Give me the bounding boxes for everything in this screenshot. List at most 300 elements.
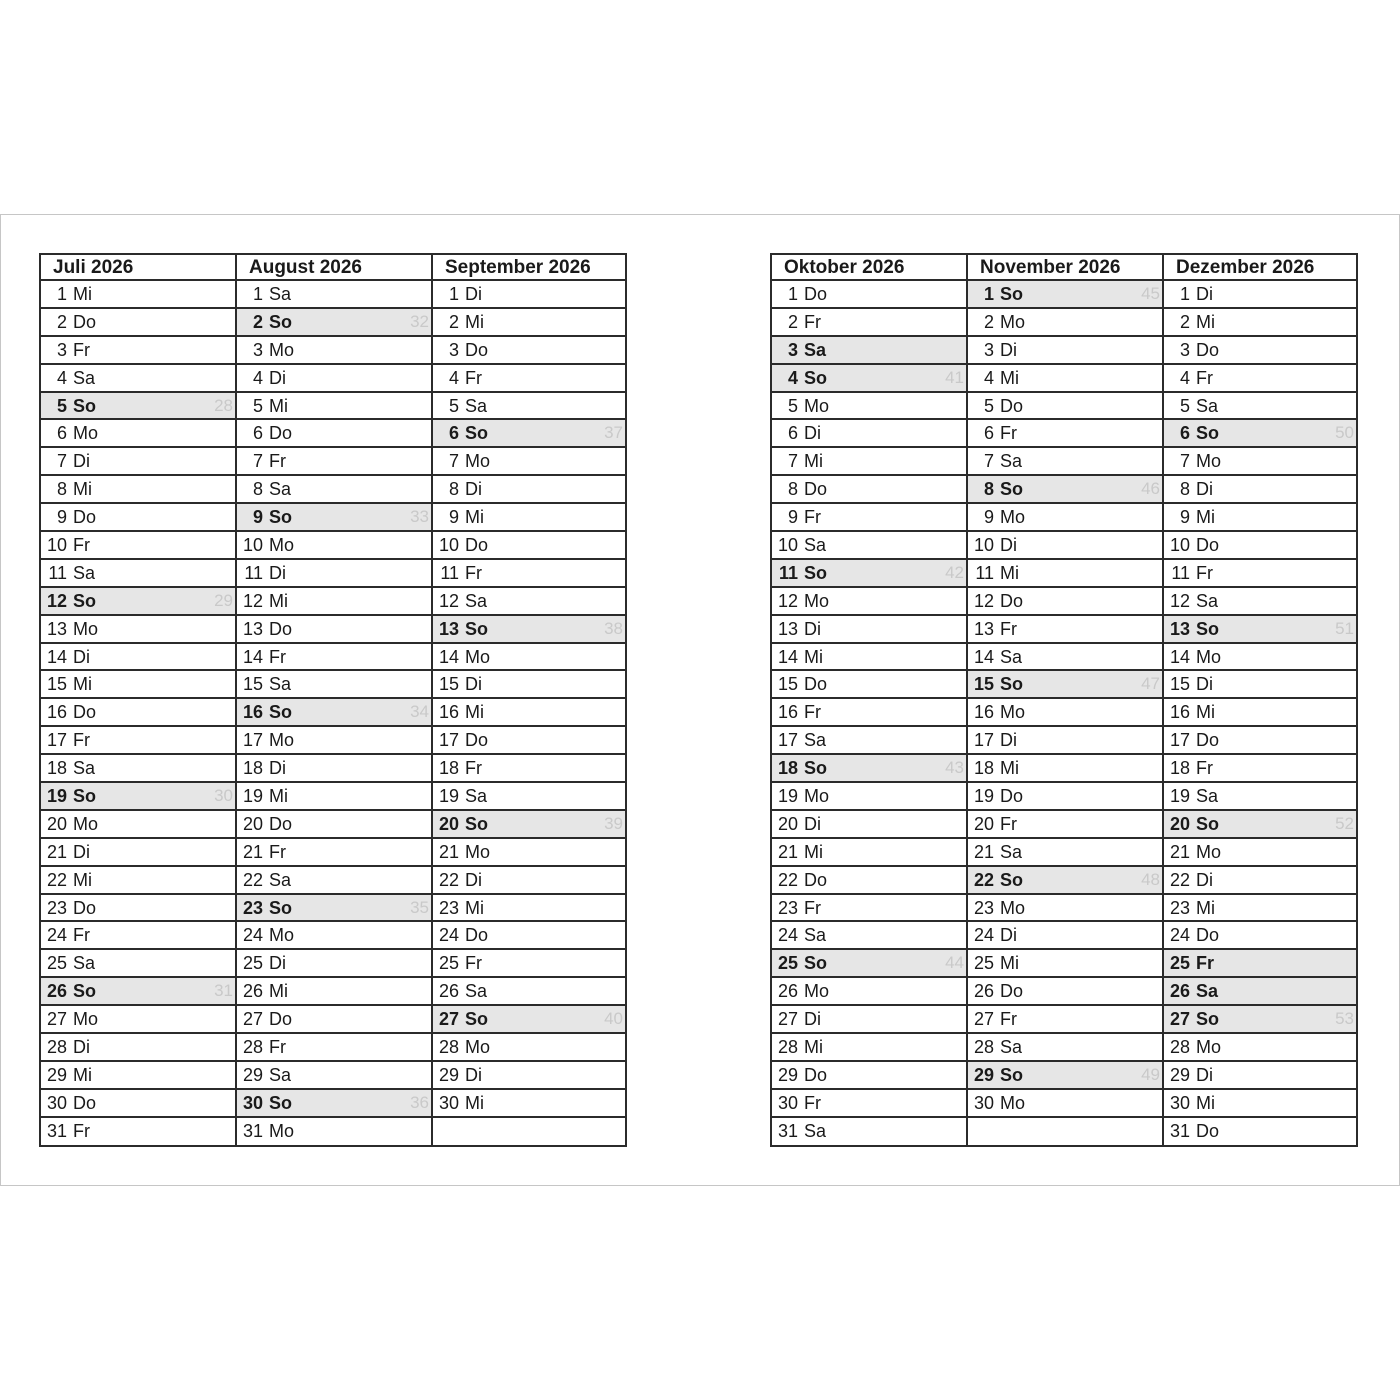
- day-number: 29: [777, 1064, 798, 1085]
- weekday-abbrev: So: [1196, 813, 1220, 834]
- day-row: [1164, 671, 1356, 699]
- day-number: 11: [1171, 562, 1190, 583]
- day-number: 6: [448, 423, 459, 444]
- day-number: 1: [448, 284, 459, 304]
- day-row: [41, 1006, 235, 1034]
- weekday-abbrev: Fr: [804, 311, 821, 332]
- weekday-abbrev: Fr: [804, 507, 821, 528]
- weekday-abbrev: Di: [1196, 479, 1213, 500]
- weekday-abbrev: Sa: [73, 953, 96, 974]
- day-row: [1164, 393, 1356, 421]
- day-number: 12: [438, 590, 459, 611]
- weekday-abbrev: Mo: [269, 339, 295, 360]
- weekday-abbrev: Di: [465, 1064, 482, 1085]
- day-row: [968, 448, 1162, 476]
- weekday-abbrev: Mo: [465, 841, 491, 862]
- weekday-abbrev: Mi: [1196, 897, 1215, 918]
- weekday-abbrev: Mi: [465, 897, 484, 918]
- weekday-abbrev: Mi: [804, 841, 823, 862]
- weekday-abbrev: Do: [269, 1009, 293, 1030]
- weekday-abbrev: Mo: [269, 535, 295, 556]
- day-list: [431, 281, 627, 1147]
- day-number: 20: [242, 813, 263, 834]
- day-number: 22: [973, 869, 994, 890]
- weekday-abbrev: So: [465, 618, 489, 639]
- month-column-november: [966, 253, 1162, 1147]
- day-row: [433, 309, 625, 337]
- day-number: 4: [448, 367, 459, 388]
- day-number: 22: [46, 869, 67, 890]
- weekday-abbrev: Do: [73, 311, 97, 332]
- weekday-abbrev: Di: [73, 841, 90, 862]
- day-row: [237, 476, 431, 504]
- day-row: [41, 950, 235, 978]
- day-row: [1164, 783, 1356, 811]
- day-row: [433, 616, 625, 644]
- weekday-abbrev: Do: [73, 897, 97, 918]
- day-row: [1164, 420, 1356, 448]
- day-row: [968, 420, 1162, 448]
- weekday-abbrev: Di: [465, 674, 482, 695]
- weekday-abbrev: Mi: [73, 479, 92, 500]
- day-row: [41, 922, 235, 950]
- day-row: [237, 420, 431, 448]
- weekday-abbrev: Fr: [1196, 562, 1213, 583]
- day-number: 9: [252, 507, 263, 528]
- day-row: [237, 448, 431, 476]
- weekday-abbrev: Do: [804, 869, 828, 890]
- day-number: 29: [1169, 1064, 1190, 1085]
- day-number: 26: [973, 981, 994, 1002]
- day-row: [968, 755, 1162, 783]
- day-number: 21: [1169, 841, 1190, 862]
- day-row: [772, 337, 966, 365]
- day-number: 10: [777, 535, 798, 556]
- weekday-abbrev: Fr: [465, 367, 482, 388]
- day-number: 5: [787, 395, 798, 416]
- day-row: [237, 895, 431, 923]
- day-row: [772, 950, 966, 978]
- day-row: [1164, 867, 1356, 895]
- day-row: [968, 922, 1162, 950]
- day-number: 8: [1179, 479, 1190, 500]
- day-row: [433, 783, 625, 811]
- weekday-abbrev: So: [269, 897, 293, 918]
- weekday-abbrev: Sa: [269, 284, 292, 304]
- day-list: [966, 281, 1162, 1147]
- day-number: 9: [56, 507, 67, 528]
- weekday-abbrev: Fr: [73, 535, 90, 556]
- weekday-abbrev: Mo: [1196, 841, 1222, 862]
- day-row: [968, 1090, 1162, 1118]
- weekday-abbrev: Mo: [804, 395, 830, 416]
- day-number: 2: [1179, 311, 1190, 332]
- day-number: 9: [448, 507, 459, 528]
- weekday-abbrev: Mi: [465, 507, 484, 528]
- day-number: 7: [1179, 451, 1190, 472]
- day-row: [41, 1034, 235, 1062]
- weekday-abbrev: Mo: [269, 925, 295, 946]
- day-number: 14: [777, 646, 798, 667]
- day-number: 2: [787, 311, 798, 332]
- weekday-abbrev: Sa: [804, 339, 827, 360]
- day-number: 5: [252, 395, 263, 416]
- day-row: [237, 783, 431, 811]
- weekday-abbrev: Fr: [804, 702, 821, 723]
- day-number: 21: [438, 841, 459, 862]
- day-number: 19: [973, 786, 994, 807]
- weekday-abbrev: Mo: [465, 451, 491, 472]
- day-row: [1164, 448, 1356, 476]
- day-row: [968, 644, 1162, 672]
- day-number: 24: [973, 925, 994, 946]
- weekday-abbrev: Do: [1196, 535, 1220, 556]
- week-number: 29: [214, 590, 233, 610]
- day-number: 25: [1169, 953, 1190, 974]
- day-row: [237, 1090, 431, 1118]
- week-number: 45: [1141, 284, 1160, 303]
- weekday-abbrev: Di: [1196, 1064, 1213, 1085]
- day-number: 24: [1169, 925, 1190, 946]
- day-row: [1164, 699, 1356, 727]
- weekday-abbrev: Di: [804, 1009, 821, 1030]
- day-row: [1164, 1006, 1356, 1034]
- weekday-abbrev: So: [269, 1092, 293, 1113]
- week-number: 39: [604, 813, 623, 833]
- day-row: [41, 978, 235, 1006]
- weekday-abbrev: Fr: [73, 925, 90, 946]
- day-row: [237, 281, 431, 309]
- day-number: 14: [973, 646, 994, 667]
- weekday-abbrev: Mo: [465, 646, 491, 667]
- day-row: [433, 448, 625, 476]
- day-number: 16: [438, 702, 459, 723]
- day-row: [968, 281, 1162, 309]
- day-row: [772, 783, 966, 811]
- day-row: [237, 337, 431, 365]
- day-row: [1164, 504, 1356, 532]
- day-row: [772, 476, 966, 504]
- month-title: November 2026: [966, 253, 1162, 281]
- weekday-abbrev: Mo: [73, 423, 99, 444]
- day-number: 2: [252, 311, 263, 332]
- day-number: 9: [1179, 507, 1190, 528]
- day-number: 4: [56, 367, 67, 388]
- day-number: 6: [1179, 423, 1190, 444]
- weekday-abbrev: Sa: [73, 562, 96, 583]
- day-number: 18: [438, 758, 459, 779]
- day-number: 6: [983, 423, 994, 444]
- day-number: 26: [46, 981, 67, 1002]
- day-number: 1: [1179, 284, 1190, 304]
- day-number: 16: [46, 702, 67, 723]
- day-number: 29: [973, 1064, 994, 1085]
- weekday-abbrev: Mi: [269, 590, 288, 611]
- weekday-abbrev: So: [1000, 284, 1024, 304]
- day-row: [237, 978, 431, 1006]
- day-number: 23: [438, 897, 459, 918]
- day-row: [772, 811, 966, 839]
- day-row: [968, 393, 1162, 421]
- day-row: [41, 365, 235, 393]
- day-number: 16: [1169, 702, 1190, 723]
- day-number: 23: [46, 897, 67, 918]
- day-number: 17: [777, 730, 798, 751]
- weekday-abbrev: Mo: [1000, 507, 1026, 528]
- week-number: 30: [214, 786, 233, 806]
- day-number: 22: [242, 869, 263, 890]
- day-row: [433, 1062, 625, 1090]
- weekday-abbrev: Fr: [73, 1120, 90, 1141]
- day-row: [968, 978, 1162, 1006]
- day-number: 5: [448, 395, 459, 416]
- week-number: 46: [1141, 479, 1160, 499]
- weekday-abbrev: Fr: [804, 897, 821, 918]
- day-row: [41, 588, 235, 616]
- day-row: [237, 1006, 431, 1034]
- weekday-abbrev: Di: [1000, 339, 1017, 360]
- day-number: 27: [46, 1009, 67, 1030]
- day-row: [772, 867, 966, 895]
- weekday-abbrev: Di: [804, 813, 821, 834]
- day-number: 13: [242, 618, 263, 639]
- week-number: 36: [410, 1092, 429, 1112]
- week-number: 52: [1335, 813, 1354, 833]
- week-number: 43: [945, 758, 964, 778]
- day-row: [41, 727, 235, 755]
- weekday-abbrev: Sa: [269, 674, 292, 695]
- day-row: [237, 755, 431, 783]
- day-row: [772, 420, 966, 448]
- day-row: [237, 1034, 431, 1062]
- day-number: 25: [438, 953, 459, 974]
- day-number: 28: [46, 1037, 67, 1058]
- day-number: 25: [242, 953, 263, 974]
- day-number: 9: [983, 507, 994, 528]
- day-row: [433, 644, 625, 672]
- day-row: [1164, 727, 1356, 755]
- week-number: 34: [410, 702, 429, 722]
- day-row: [968, 504, 1162, 532]
- day-row: [433, 978, 625, 1006]
- day-row: [772, 1062, 966, 1090]
- weekday-abbrev: Do: [804, 674, 828, 695]
- day-number: 31: [1169, 1120, 1190, 1141]
- day-list: [770, 281, 966, 1147]
- day-row: [433, 727, 625, 755]
- weekday-abbrev: Do: [804, 1064, 828, 1085]
- day-row: [968, 895, 1162, 923]
- day-number: 26: [438, 981, 459, 1002]
- weekday-abbrev: Fr: [1000, 1009, 1017, 1030]
- weekday-abbrev: Di: [73, 1037, 90, 1058]
- day-number: 18: [1169, 758, 1190, 779]
- day-number: 12: [1169, 590, 1190, 611]
- weekday-abbrev: Do: [1196, 925, 1220, 946]
- weekday-abbrev: Do: [804, 284, 828, 304]
- weekday-abbrev: So: [1000, 869, 1024, 890]
- weekday-abbrev: Sa: [804, 1120, 827, 1141]
- weekday-abbrev: Sa: [1000, 451, 1023, 472]
- day-row: [968, 337, 1162, 365]
- week-number: 48: [1141, 869, 1160, 889]
- weekday-abbrev: Do: [465, 925, 489, 946]
- calendar-block-jul-sep: [39, 253, 631, 1147]
- weekday-abbrev: Mi: [269, 786, 288, 807]
- day-number: 31: [242, 1120, 263, 1141]
- day-row: [433, 895, 625, 923]
- day-row: [41, 560, 235, 588]
- weekday-abbrev: Do: [465, 535, 489, 556]
- day-number: 27: [1169, 1009, 1190, 1030]
- weekday-abbrev: So: [804, 953, 828, 974]
- weekday-abbrev: Mo: [73, 813, 99, 834]
- day-row: [968, 950, 1162, 978]
- day-row: [433, 867, 625, 895]
- day-number: 6: [787, 423, 798, 444]
- day-row: [772, 727, 966, 755]
- weekday-abbrev: Do: [1196, 1120, 1220, 1141]
- week-number: 53: [1335, 1009, 1354, 1029]
- day-row: [1164, 978, 1356, 1006]
- day-row: [1164, 1034, 1356, 1062]
- day-row: [237, 393, 431, 421]
- day-row: [237, 588, 431, 616]
- day-number: 20: [46, 813, 67, 834]
- day-row: [772, 532, 966, 560]
- weekday-abbrev: Mi: [1000, 367, 1019, 388]
- day-row: [433, 839, 625, 867]
- weekday-abbrev: Fr: [1000, 618, 1017, 639]
- day-row: [772, 671, 966, 699]
- weekday-abbrev: Do: [269, 618, 293, 639]
- day-number: 4: [1179, 367, 1190, 388]
- weekday-abbrev: Di: [1196, 284, 1213, 304]
- weekday-abbrev: Sa: [804, 535, 827, 556]
- month-title: Oktober 2026: [770, 253, 966, 281]
- weekday-abbrev: Do: [1000, 981, 1024, 1002]
- day-row: [41, 755, 235, 783]
- day-number: 3: [983, 339, 994, 360]
- day-row: [433, 671, 625, 699]
- day-number: 27: [777, 1009, 798, 1030]
- weekday-abbrev: So: [73, 981, 97, 1002]
- weekday-abbrev: So: [1196, 1009, 1220, 1030]
- weekday-abbrev: Do: [1000, 590, 1024, 611]
- day-number: 15: [973, 674, 994, 695]
- week-number: 33: [410, 507, 429, 527]
- day-row: [968, 699, 1162, 727]
- weekday-abbrev: Di: [73, 451, 90, 472]
- day-row: [433, 337, 625, 365]
- day-row: [772, 281, 966, 309]
- day-row: [433, 950, 625, 978]
- day-row: [237, 309, 431, 337]
- weekday-abbrev: Mo: [1196, 646, 1222, 667]
- day-number: 24: [438, 925, 459, 946]
- day-number: 22: [777, 869, 798, 890]
- weekday-abbrev: Mo: [269, 730, 295, 751]
- day-row: [968, 560, 1162, 588]
- day-row: [41, 671, 235, 699]
- day-row: [41, 811, 235, 839]
- day-number: 5: [983, 395, 994, 416]
- weekday-abbrev: Mi: [73, 284, 92, 304]
- day-number: 20: [1169, 813, 1190, 834]
- day-number: 20: [438, 813, 459, 834]
- day-row: [237, 1118, 431, 1146]
- day-row: [41, 616, 235, 644]
- weekday-abbrev: Mi: [1196, 507, 1215, 528]
- day-row: [772, 1006, 966, 1034]
- weekday-abbrev: Mi: [1196, 1092, 1215, 1113]
- weekday-abbrev: Di: [1000, 925, 1017, 946]
- day-row: [772, 922, 966, 950]
- weekday-abbrev: Mo: [1000, 702, 1026, 723]
- day-row: [1164, 560, 1356, 588]
- day-row: [41, 504, 235, 532]
- day-number: 17: [1169, 730, 1190, 751]
- weekday-abbrev: Mi: [465, 1092, 484, 1113]
- day-row: [968, 309, 1162, 337]
- day-row: [433, 755, 625, 783]
- day-number: 31: [777, 1120, 798, 1141]
- week-number: 35: [410, 897, 429, 917]
- day-number: 23: [777, 897, 798, 918]
- day-number: 2: [983, 311, 994, 332]
- weekday-abbrev: So: [804, 562, 828, 583]
- week-number: 31: [214, 981, 233, 1001]
- day-number: 15: [46, 674, 67, 695]
- weekday-abbrev: Mi: [1196, 311, 1215, 332]
- day-row: [433, 532, 625, 560]
- day-row: [968, 616, 1162, 644]
- weekday-abbrev: Mi: [465, 311, 484, 332]
- day-number: 3: [56, 339, 67, 360]
- weekday-abbrev: Fr: [73, 730, 90, 751]
- day-number: 27: [438, 1009, 459, 1030]
- day-row: [1164, 1062, 1356, 1090]
- weekday-abbrev: Sa: [1000, 646, 1023, 667]
- day-number: 28: [1169, 1037, 1190, 1058]
- day-number: 17: [242, 730, 263, 751]
- weekday-abbrev: Mo: [1196, 451, 1222, 472]
- day-number: 14: [438, 646, 459, 667]
- weekday-abbrev: Sa: [1000, 1037, 1023, 1058]
- day-number: 2: [56, 311, 67, 332]
- weekday-abbrev: Mo: [1000, 897, 1026, 918]
- day-row: [968, 588, 1162, 616]
- day-row: [968, 839, 1162, 867]
- weekday-abbrev: Do: [269, 813, 293, 834]
- week-number: 28: [214, 395, 233, 415]
- day-row: [41, 476, 235, 504]
- day-row: [237, 1062, 431, 1090]
- weekday-abbrev: Do: [465, 339, 489, 360]
- day-row: [772, 448, 966, 476]
- day-number: 19: [46, 786, 67, 807]
- day-number: 29: [46, 1064, 67, 1085]
- week-number: 50: [1335, 423, 1354, 443]
- day-number: 31: [46, 1120, 67, 1141]
- day-row: [968, 476, 1162, 504]
- weekday-abbrev: Mi: [1000, 758, 1019, 779]
- day-number: 16: [242, 702, 263, 723]
- day-number: 13: [46, 618, 67, 639]
- day-row: [772, 393, 966, 421]
- day-row: [968, 532, 1162, 560]
- weekday-abbrev: So: [804, 367, 828, 388]
